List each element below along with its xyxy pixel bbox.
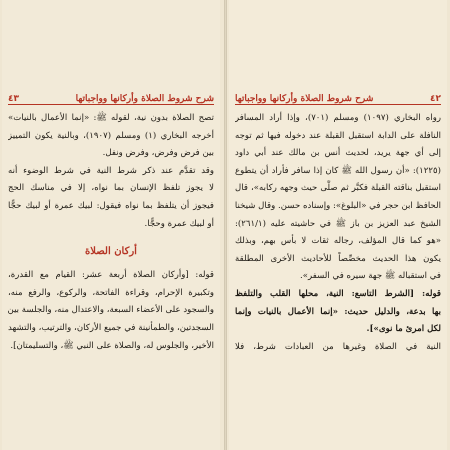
- text-line: الحافظ ابن حجر في «البلوغ»: وإسناده حسن. وقال شيخنا: [235, 200, 441, 211]
- text-line: فيجوز أن يتلفظ بما نواه فيقول: لبيك عمرة أو لبيك حجًّا: [8, 200, 214, 211]
- text-line: أخرجه البخاري (١) ومسلم (١٩٠٧)، وبالنية يكون التمييز: [8, 130, 214, 141]
- text-line: لكل امرئ ما نوى»].: [366, 324, 441, 335]
- text-line: والسجود على الأعضاء السبعة، والاعتدال منه، والجلسة بين: [8, 305, 214, 316]
- text-line: قوله: [وأركان الصلاة أربعة عشر: القيام مع القدرة،: [8, 270, 214, 281]
- text-line: قوله: [الشرط التاسع: النية، محلها القلب والتلفظ: [235, 288, 441, 299]
- section-heading: أركان الصلاة: [85, 246, 137, 258]
- text-line: الأخير، والجلوس له، والصلاة على النبي ﷺ، والتسليمتان].: [10, 340, 214, 351]
- text-line: استقبل بناقته القبلة فكبَّر ثم صلَّى حيث وجهه ركابه»، قال: [235, 183, 441, 194]
- right-page-header: [235, 90, 441, 105]
- text-line: بين فرض وفرض، وفرض ونفل.: [102, 148, 214, 159]
- text-line: وتكبيرة الإحرام، وقراءة الفاتحة، والركوع، والرفع منه،: [8, 287, 214, 298]
- book-gutter: [224, 0, 227, 450]
- text-line: إلى أي جهة يريد، لحديث أنس بن مالك عند أبي داود: [235, 148, 441, 159]
- right-page: [229, 0, 447, 450]
- text-line: النافلة على الدابة استقبل القبلة عند دخوله فيها ثم توجه: [235, 130, 441, 141]
- right-page-body: [235, 110, 441, 356]
- left-running-title: شرح شروط الصلاة وأركانها وواجباتها: [75, 94, 214, 104]
- text-line: في استقباله ﷺ جهة سيره في السفر».: [300, 271, 441, 282]
- text-line: الشيخ عبد العزيز بن باز ﷺ في حاشيته عليه (٢٦١/١):: [235, 218, 441, 229]
- left-page-body: [8, 110, 214, 355]
- text-line: بها بدعة، والدليل حديث: «إنما الأعمال بالنيات وإنما: [235, 306, 441, 317]
- text-line: أو لبيك عمرة وحجًّا.: [144, 218, 214, 229]
- text-line: وقد تقدَّم عند ذكر شرط النية في شرط الوضوء أنه: [8, 165, 214, 176]
- text-line: النية في الصلاة وغيرها من العبادات شرط، فلا: [235, 341, 441, 352]
- right-page-number: ٤٢: [430, 94, 441, 104]
- left-page: [2, 0, 220, 450]
- text-line: رواه البخاري (١٠٩٧) ومسلم (٧٠١)، وإذا أراد المسافر: [235, 113, 441, 123]
- text-line: يكون هذا الحديث مخصِّصاً للأحاديث الأخرى المطلقة: [235, 253, 441, 264]
- text-line: السجدتين، والطمأنينة في جميع الأركان، والترتيب، والتشهد: [8, 322, 214, 333]
- text-line: «هو كما قال المؤلف، رجاله ثقات لا بأس بهم، وبذلك: [235, 236, 441, 247]
- right-running-title: شرح شروط الصلاة وأركانها وواجباتها: [235, 94, 374, 104]
- left-page-header: [8, 90, 214, 105]
- text-line: لا يجوز تلفظ الإنسان بما نواه، إلا في مناسك الحج: [8, 183, 214, 194]
- left-page-number: ٤٣: [8, 94, 19, 104]
- text-line: تصح الصلاة بدون نية، لقوله ﷺ: «إنما الأعمال بالنيات»: [8, 113, 214, 123]
- text-line: (١٢٢٥): «أن رسول الله ﷺ كان إذا سافر فأراد أن يتطوع: [235, 165, 441, 176]
